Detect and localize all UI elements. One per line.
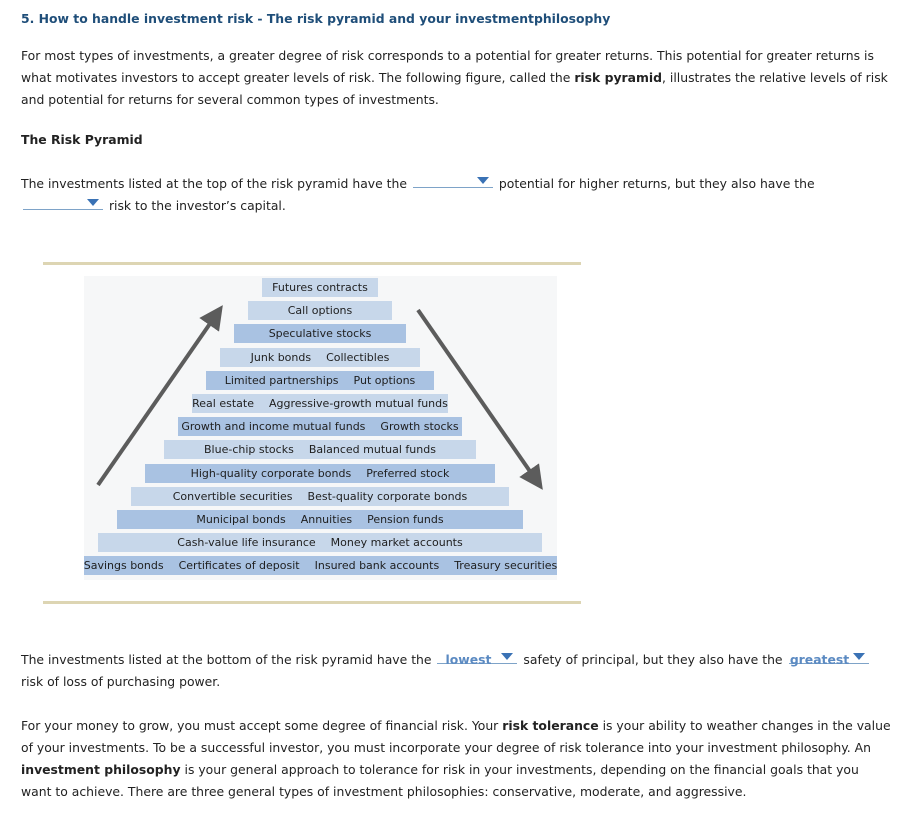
investment-type-label: Preferred stock	[366, 466, 450, 480]
page-title: 5. How to handle investment risk - The risk pyramid and your investmentphilosophy	[21, 11, 611, 26]
q2-text-2: safety of principal, but they also have the	[519, 652, 787, 667]
q1-text-2: potential for higher returns, but they also have the	[494, 176, 815, 191]
investment-type-label: Municipal bonds	[196, 513, 286, 526]
investment-type-label: Annuities	[300, 513, 353, 526]
q2-text-1: The investments listed at the bottom of the risk pyramid have the	[21, 652, 436, 667]
investment-type-label: High-quality corporate bonds	[190, 466, 352, 480]
risk-increase-arrow	[98, 315, 216, 485]
investment-type-label: Pension funds	[367, 513, 444, 526]
investment-type-label: Treasury securities	[454, 559, 558, 573]
risk-decrease-arrow	[418, 310, 536, 480]
closing-text-1: For your money to grow, you must accept some degree of financial risk. Your	[21, 718, 503, 733]
closing-paragraph	[21, 715, 891, 803]
investment-type-label: Junk bonds	[250, 350, 312, 364]
investment-type-label: Growth and income mutual funds	[181, 420, 366, 434]
investment-type-label: Real estate	[192, 397, 254, 410]
closing-text-3: is your general approach to tolerance for risk in your investments, depending on the financial goals that you want to achieve. There are three general types of investment philosophies: conservative, moderate, and aggressive.	[21, 762, 859, 799]
closing-bold-2: investment philosophy	[21, 762, 181, 777]
q1-text-1: The investments listed at the top of the risk pyramid have the	[21, 176, 411, 191]
investment-type-label: Collectibles	[326, 350, 390, 364]
investment-type-label: Call options	[287, 304, 353, 318]
investment-type-label: Insured bank accounts	[314, 559, 440, 573]
investment-type-label: Put options	[353, 373, 416, 387]
investment-type-label: Certificates of deposit	[178, 559, 300, 573]
figure-bottom-rule	[43, 601, 581, 604]
intro-bold-term: risk pyramid	[574, 70, 663, 85]
intro-text-after: , illustrates the relative levels of risk and potential for returns for several common types of investments.	[21, 70, 888, 107]
investment-type-label: Futures contracts	[272, 281, 368, 294]
chevron-down-icon	[501, 653, 513, 660]
closing-text-2: is your ability to weather changes in the value of your investments. To be a successful investor, you must incorporate your degree of risk tolerance into your investment philosophy. An	[21, 718, 891, 755]
investment-type-label: Savings bonds	[83, 559, 164, 573]
investment-type-label: Aggressive-growth mutual funds	[268, 397, 448, 410]
q2-dropdown-1[interactable]	[437, 649, 517, 667]
investment-type-label: Money market accounts	[330, 536, 463, 550]
investment-type-label: Growth stocks	[380, 420, 459, 434]
q2-dropdown-1-value: lowest	[445, 652, 492, 667]
intro-text-before: For most types of investments, a greater degree of risk corresponds to a potential for greater returns. This potential for greater returns is what motivates investors to accept greater levels of risk. The following figure, called the	[21, 48, 874, 85]
q1-text-3: risk to the investor’s capital.	[105, 198, 286, 213]
closing-bold-1: risk tolerance	[502, 718, 599, 733]
investment-type-label: Convertible securities	[172, 489, 293, 503]
question2-paragraph	[21, 649, 891, 693]
investment-type-label: Best-quality corporate bonds	[307, 489, 468, 503]
section-title: The Risk Pyramid	[21, 132, 143, 147]
q2-text-3: risk of loss of purchasing power.	[21, 674, 221, 689]
investment-type-label: Blue-chip stocks	[204, 443, 294, 457]
investment-type-label: Speculative stocks	[268, 327, 372, 341]
investment-type-label: Balanced mutual funds	[308, 443, 436, 457]
investment-type-label: Limited partnerships	[224, 373, 339, 387]
q2-dropdown-2-value: greatest	[789, 652, 850, 667]
investment-type-label: Cash-value life insurance	[177, 536, 316, 550]
chevron-down-icon	[853, 653, 865, 660]
q2-dropdown-2[interactable]	[789, 649, 869, 667]
